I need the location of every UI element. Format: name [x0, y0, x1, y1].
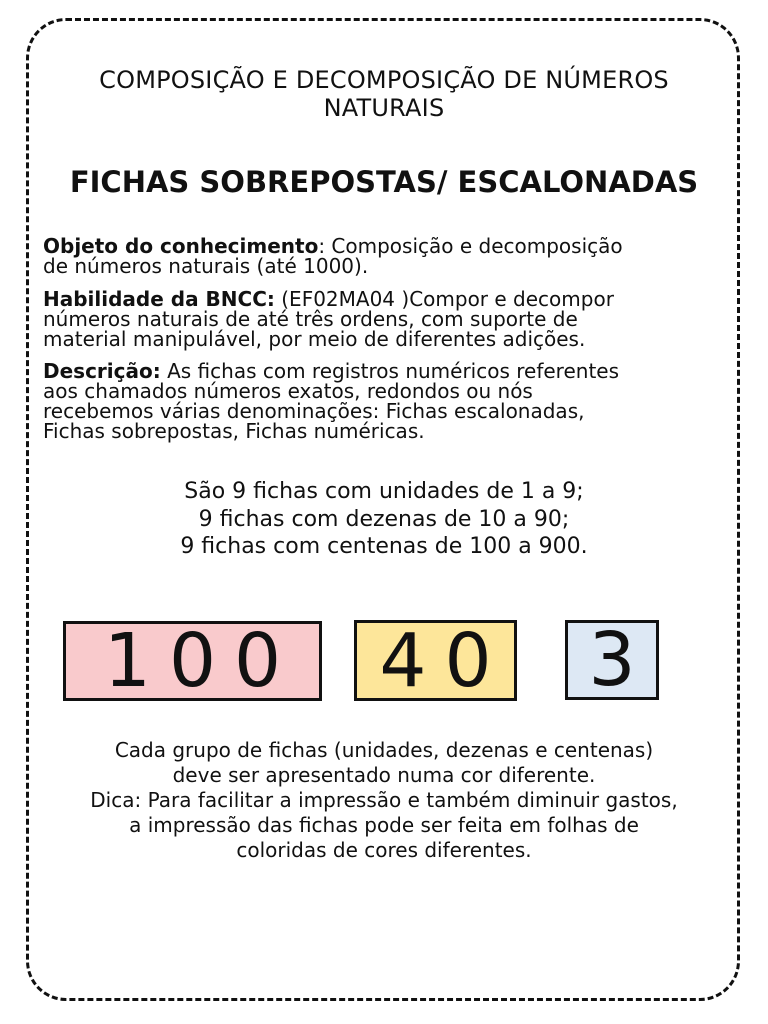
- chip-counts: [30, 478, 738, 561]
- tens-chip: 40: [354, 620, 517, 701]
- subject-heading: [30, 66, 738, 122]
- subject-line-1: COMPOSIÇÃO E DECOMPOSIÇÃO DE NÚMEROS: [99, 66, 669, 94]
- subject-line-2: NATURAIS: [323, 94, 445, 122]
- count-units: São 9 fichas com unidades de 1 a 9;: [184, 479, 584, 504]
- footer-notes: [30, 738, 738, 863]
- count-hundreds: 9 fichas com centenas de 100 a 900.: [180, 534, 588, 559]
- footer-line-2: deve ser apresentado numa cor diferente.: [172, 763, 596, 787]
- description-text-4: Fichas sobrepostas, Fichas numéricas.: [43, 419, 425, 443]
- description-text-2: aos chamados números exatos, redondos ou nós: [43, 379, 533, 403]
- skill-text-1: (EF02MA04 )Compor e decompor: [274, 287, 614, 311]
- hundreds-chip: 100: [63, 621, 322, 701]
- count-tens: 9 fichas com dezenas de 10 a 90;: [198, 506, 570, 532]
- description-text-3: recebemos várias denominações: Fichas escalonadas,: [43, 399, 585, 423]
- objective-text-1: : Composição e decomposição: [318, 234, 623, 258]
- description-text-1: As fichas com registros numéricos referentes: [160, 359, 620, 383]
- description-paragraph: [43, 361, 713, 441]
- skill-paragraph: [43, 289, 713, 349]
- skill-label: Habilidade da BNCC:: [43, 287, 275, 311]
- objective-label: Objeto do conhecimento: [43, 234, 319, 258]
- description-label: Descrição:: [43, 359, 161, 383]
- objective-paragraph: [43, 236, 713, 276]
- units-chip: 3: [565, 620, 659, 700]
- footer-line-3: Dica: Para facilitar a impressão e também diminuir gastos,: [90, 788, 678, 812]
- page-title: FICHAS SOBREPOSTAS/ ESCALONADAS: [69, 165, 699, 199]
- skill-text-2: números naturais de até três ordens, com suporte de: [43, 307, 578, 331]
- skill-text-3: material manipulável, por meio de diferentes adições.: [43, 327, 586, 351]
- objective-text-2: de números naturais (até 1000).: [43, 254, 369, 278]
- footer-line-5: coloridas de cores diferentes.: [236, 838, 532, 862]
- footer-line-1: Cada grupo de fichas (unidades, dezenas e centenas): [114, 738, 654, 762]
- footer-line-4: a impressão das fichas pode ser feita em folhas de: [129, 813, 639, 837]
